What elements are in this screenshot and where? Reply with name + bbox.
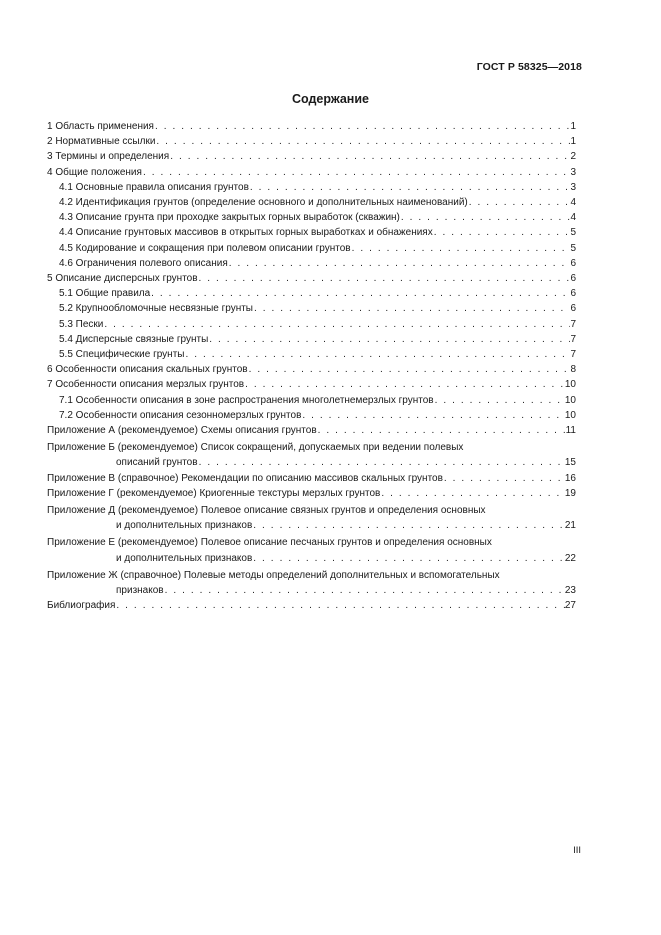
toc-entry[interactable]: [47, 393, 576, 408]
toc-entry[interactable]: [47, 317, 576, 332]
toc-entry[interactable]: [47, 286, 576, 301]
toc-entry-page: 7: [570, 349, 576, 361]
toc-entry-title: 5.1 Общие правила: [59, 288, 151, 300]
toc-entry-page: 5: [570, 227, 576, 239]
dot-leader: [150, 286, 570, 301]
toc-entry[interactable]: [47, 598, 576, 613]
dot-leader: [400, 210, 571, 225]
toc-entry[interactable]: [47, 119, 576, 134]
toc-entry-page: 7: [570, 318, 576, 330]
dot-leader: [249, 180, 571, 195]
toc-entry[interactable]: [47, 535, 576, 565]
toc-entry-page: 8: [570, 364, 576, 376]
toc-entry-title: Приложение Б (рекомендуемое) Список сокращений, допускаемых при ведении полевых: [47, 442, 464, 454]
toc-entry-title: 3 Термины и определения: [47, 151, 170, 163]
toc-entry-title: Приложение А (рекомендуемое) Схемы описания грунтов: [47, 425, 317, 437]
toc-entry-page: 16: [564, 472, 576, 484]
dot-leader: [351, 241, 571, 256]
dot-leader: [443, 471, 565, 486]
toc-entry[interactable]: [47, 471, 576, 486]
toc-entry[interactable]: [47, 362, 576, 377]
dot-leader: [198, 455, 565, 470]
toc-entry-title: 4.6 Ограничения полевого описания: [59, 257, 228, 269]
toc-entry-title: 7.1 Особенности описания в зоне распространения многолетнемерзлых грунтов: [59, 394, 434, 406]
dot-leader: [142, 165, 571, 180]
dot-leader: [317, 423, 566, 438]
toc-entry[interactable]: [47, 377, 576, 392]
toc-entry[interactable]: [47, 256, 576, 271]
toc-entry-page: 4: [570, 212, 576, 224]
toc-entry-title: 7.2 Особенности описания сезонномерзлых грунтов: [59, 409, 302, 421]
dot-leader: [198, 271, 571, 286]
dot-leader: [434, 393, 565, 408]
toc-entry[interactable]: [47, 332, 576, 347]
dot-leader: [103, 317, 570, 332]
toc-entry[interactable]: [47, 271, 576, 286]
toc-entry-title: Приложение Ж (справочное) Полевые методы определений дополнительных и вспомогательных: [47, 569, 500, 581]
toc-entry-page: 23: [564, 585, 576, 597]
toc-entry-title: Приложение Е (рекомендуемое) Полевое описание песчаных грунтов и определения основных: [47, 537, 492, 549]
toc-entry-title: 4 Общие положения: [47, 166, 142, 178]
toc-title: Содержание: [291, 92, 369, 106]
dot-leader: [208, 332, 570, 347]
toc-entry-page: 7: [570, 333, 576, 345]
toc-entry-title: 7 Особенности описания мерзлых грунтов: [47, 379, 245, 391]
toc-entry[interactable]: [47, 241, 576, 256]
dot-leader: [169, 149, 570, 164]
toc-entry-page: 6: [570, 288, 576, 300]
toc-entry[interactable]: [47, 503, 576, 533]
table-of-contents: [47, 119, 576, 614]
toc-entry-title: и дополнительных признаков: [116, 552, 253, 564]
dot-leader: [115, 598, 564, 613]
toc-entry-page: 21: [564, 520, 576, 532]
dot-leader: [184, 347, 570, 362]
toc-entry-page: 6: [570, 303, 576, 315]
toc-entry-page: 6: [570, 273, 576, 285]
toc-entry-title: Приложение В (справочное) Рекомендации по описанию массивов скальных грунтов: [47, 472, 443, 484]
toc-entry-page: 5: [570, 242, 576, 254]
toc-entry-page: 19: [564, 487, 576, 499]
toc-entry-title: 5.5 Специфические грунты: [59, 349, 185, 361]
toc-entry-page: 15: [564, 457, 576, 469]
toc-entry-title: и дополнительных признаков: [116, 520, 253, 532]
toc-entry-title: 4.1 Основные правила описания грунтов: [59, 181, 249, 193]
toc-entry[interactable]: [47, 408, 576, 423]
toc-entry-title: 1 Область применения: [47, 121, 154, 132]
dot-leader: [252, 518, 565, 533]
toc-entry-page: 1: [570, 136, 576, 148]
toc-entry-page: 10: [564, 379, 576, 391]
toc-entry-page: 22: [564, 552, 576, 564]
toc-entry-title: 5.3 Пески: [59, 318, 104, 330]
toc-entry-title: 4.3 Описание грунта при проходке закрытых горных выработок (скважин): [59, 212, 400, 224]
toc-entry-page: 2: [570, 151, 576, 163]
toc-entry[interactable]: [47, 225, 576, 240]
toc-entry-title: описаний грунтов: [116, 457, 198, 469]
toc-entry[interactable]: [47, 568, 576, 598]
document-code: ГОСТ Р 58325—2018: [476, 61, 582, 73]
page-number: III: [573, 845, 581, 856]
toc-entry-page: 10: [564, 394, 576, 406]
toc-entry-page: 10: [564, 409, 576, 421]
toc-entry-page: 4: [570, 197, 576, 209]
toc-entry[interactable]: [47, 165, 576, 180]
dot-leader: [154, 119, 570, 134]
toc-entry-title: 5 Описание дисперсных грунтов: [47, 273, 198, 285]
dot-leader: [468, 195, 571, 210]
dot-leader: [380, 486, 565, 501]
toc-entry[interactable]: [47, 195, 576, 210]
toc-entry-title: Приложение Д (рекомендуемое) Полевое описание связных грунтов и определения основных: [47, 505, 486, 517]
toc-entry[interactable]: [47, 423, 576, 438]
toc-entry-page: 27: [564, 600, 576, 612]
dot-leader: [301, 408, 564, 423]
toc-entry-title: Приложение Г (рекомендуемое) Криогенные текстуры мерзлых грунтов: [47, 487, 381, 499]
dot-leader: [253, 301, 570, 316]
toc-entry-title: Библиография: [47, 600, 116, 612]
toc-entry[interactable]: [47, 301, 576, 316]
toc-entry-title: 6 Особенности описания скальных грунтов: [47, 364, 248, 376]
toc-entry-title: 4.2 Идентификация грунтов (определение основного и дополнительных наименований): [59, 197, 468, 209]
toc-entry[interactable]: [47, 486, 576, 501]
toc-entry[interactable]: [47, 149, 576, 164]
toc-entry-page: 3: [570, 166, 576, 178]
toc-entry[interactable]: [47, 134, 576, 149]
toc-entry[interactable]: [47, 347, 576, 362]
toc-entry[interactable]: [47, 210, 576, 225]
toc-entry-page: 6: [570, 257, 576, 269]
dot-leader: [155, 134, 570, 149]
dot-leader: [228, 256, 571, 271]
toc-entry-title: 4.5 Кодирование и сокращения при полевом описании грунтов: [59, 242, 351, 254]
toc-entry-page: 1: [570, 121, 576, 132]
toc-entry-title: признаков: [116, 585, 164, 597]
toc-entry-title: 5.2 Крупнообломочные несвязные грунты: [59, 303, 253, 315]
toc-entry-page: 11: [565, 425, 576, 437]
toc-entry-title: 5.4 Дисперсные связные грунты: [59, 333, 209, 345]
toc-entry-title: 4.4 Описание грунтовых массивов в открытых горных выработках и обнажениях: [59, 227, 433, 239]
toc-entry[interactable]: [47, 180, 576, 195]
toc-entry[interactable]: [47, 440, 576, 470]
dot-leader: [252, 551, 565, 566]
toc-entry-page: 3: [570, 181, 576, 193]
dot-leader: [244, 377, 565, 392]
dot-leader: [248, 362, 571, 377]
dot-leader: [433, 225, 571, 240]
toc-entry-title: 2 Нормативные ссылки: [47, 136, 156, 148]
dot-leader: [164, 583, 565, 598]
